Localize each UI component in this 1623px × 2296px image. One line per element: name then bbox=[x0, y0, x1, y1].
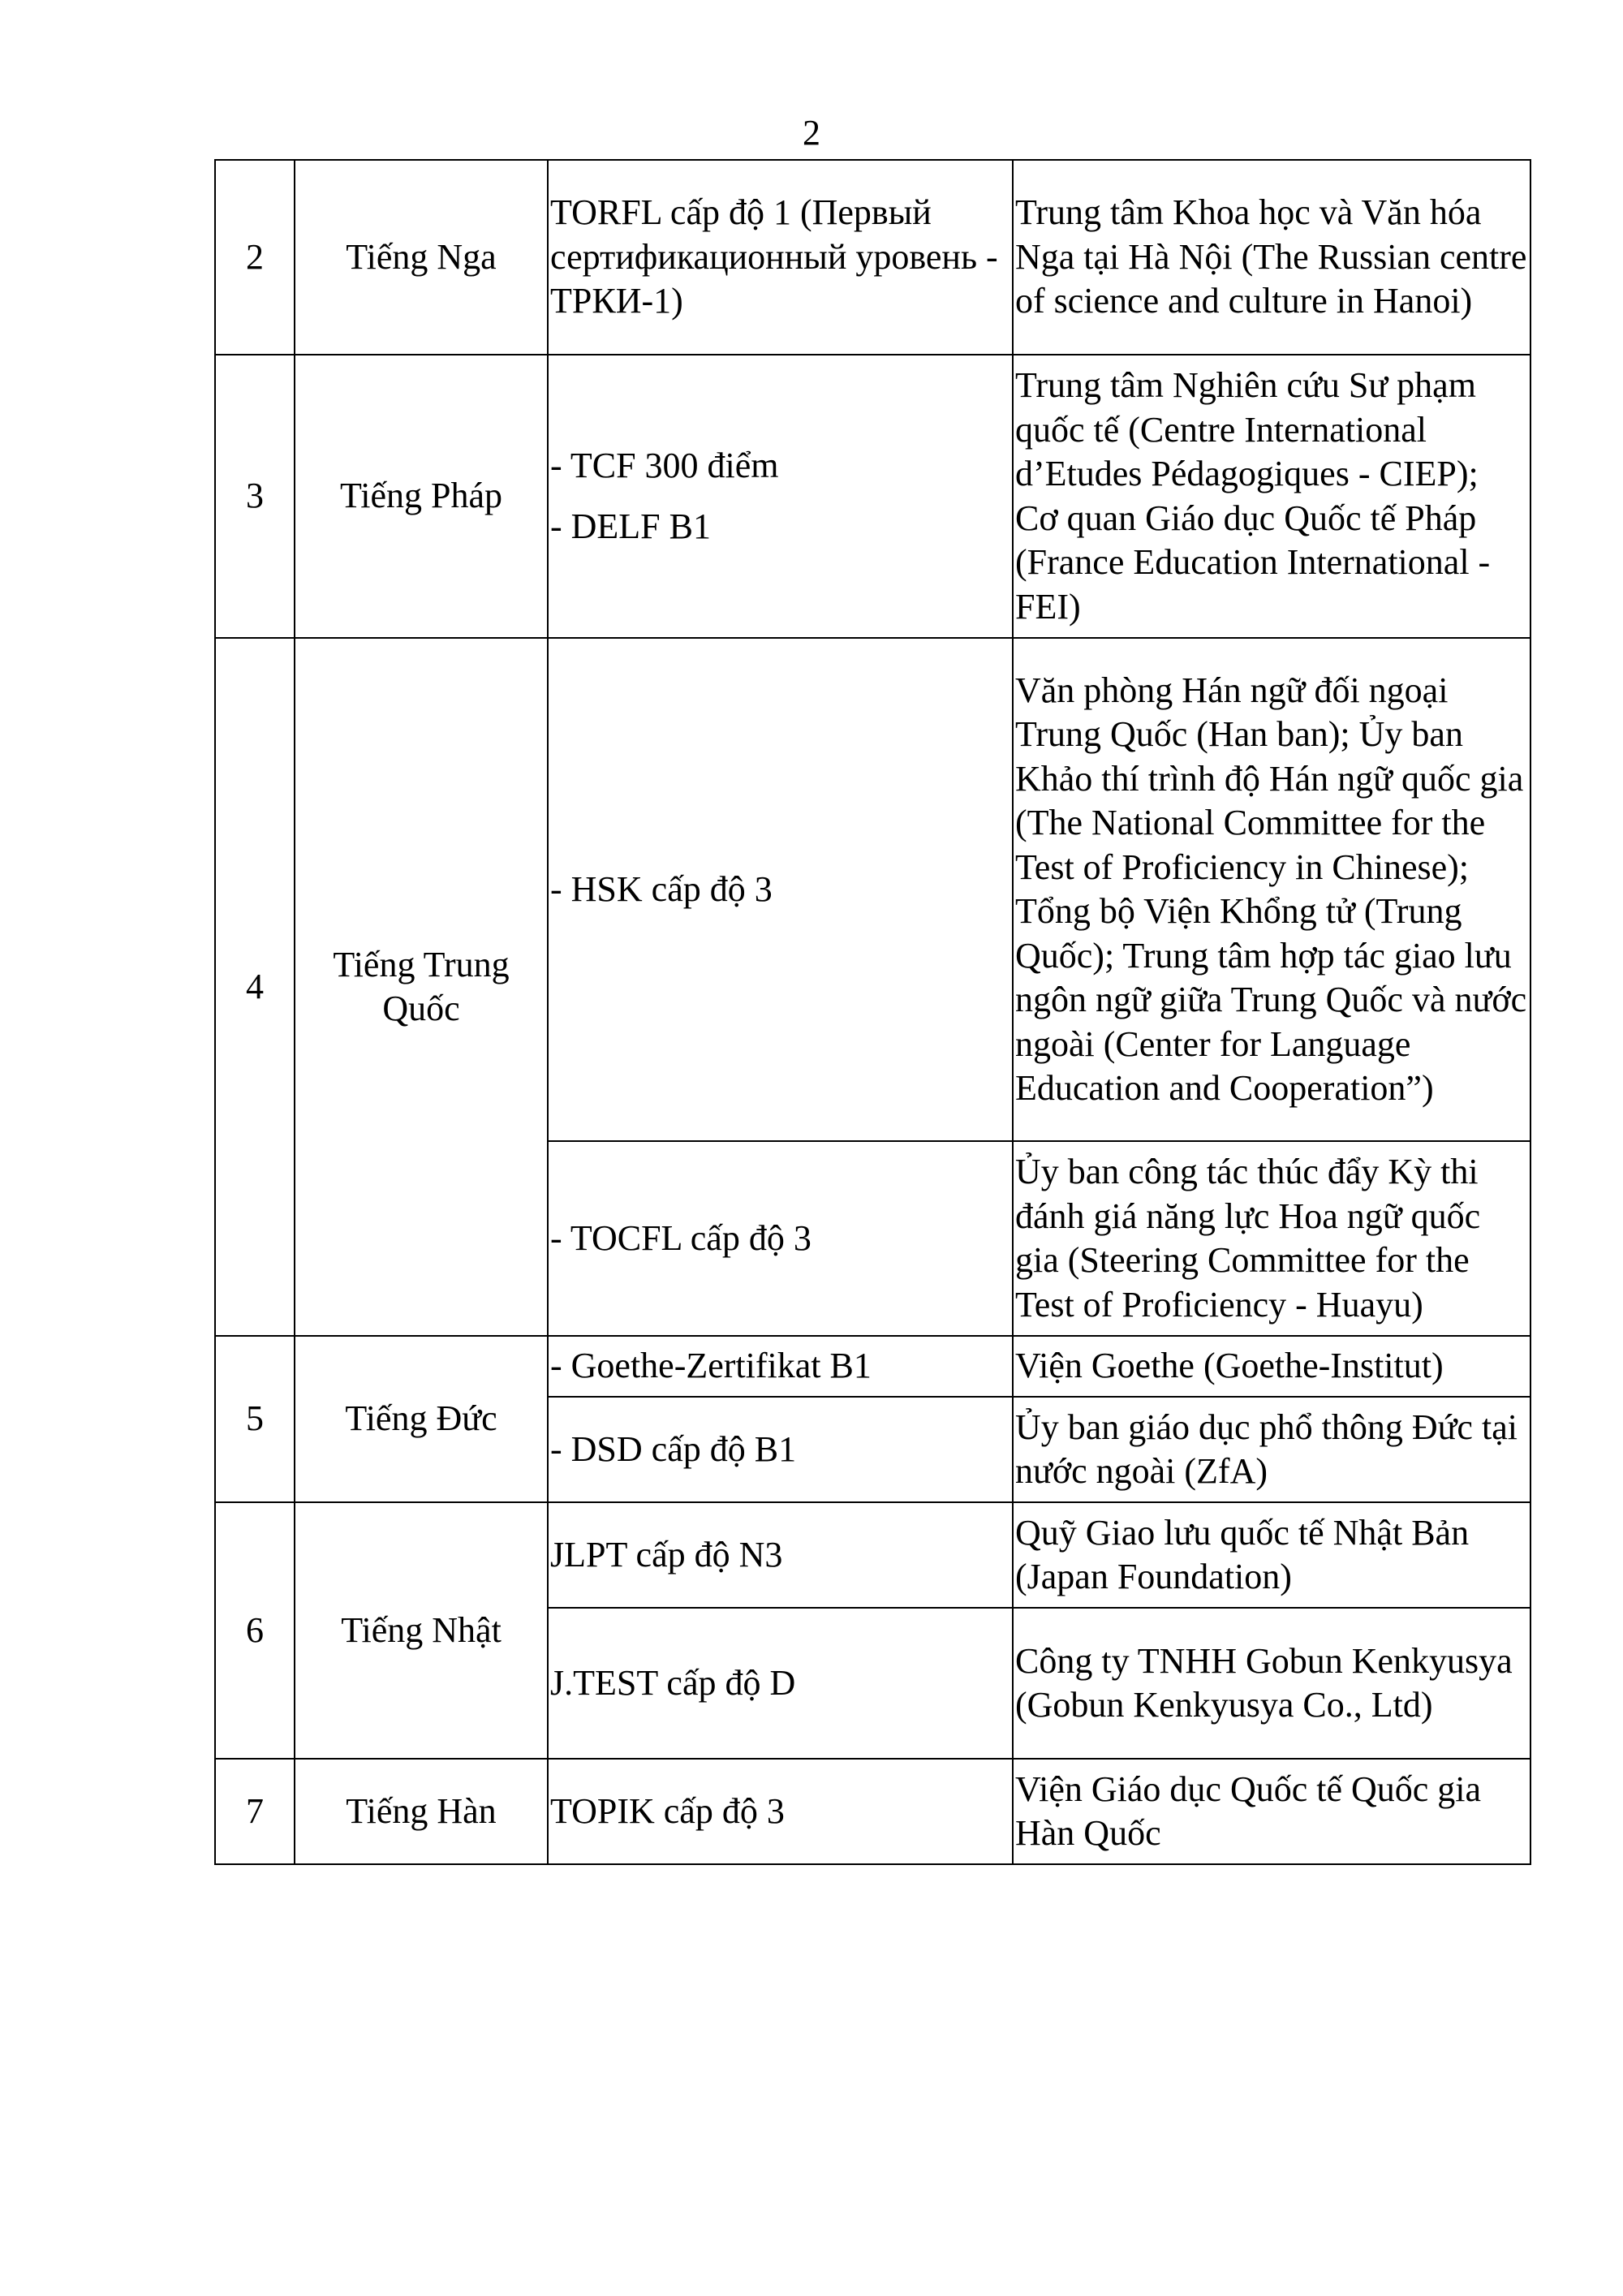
table-row-french bbox=[215, 355, 1530, 638]
certificate-cell: JLPT cấp độ N3 bbox=[548, 1502, 1013, 1608]
language-cell: Tiếng Đức bbox=[295, 1336, 548, 1502]
certificate-item: TORFL cấp độ 1 (Первый сертификационный уровень - ТРКИ-1) bbox=[550, 192, 998, 321]
table-row-german bbox=[215, 1336, 1530, 1397]
organization-cell: Trung tâm Khoa học và Văn hóa Nga tại Hà Nội (The Russian centre of science and culture in Hanoi) bbox=[1013, 160, 1530, 355]
organization-cell: Viện Goethe (Goethe-Institut) bbox=[1013, 1336, 1530, 1397]
certificate-cell: - HSK cấp độ 3 bbox=[548, 638, 1013, 1141]
organization-cell: Văn phòng Hán ngữ đối ngoại Trung Quốc (Han ban); Ủy ban Khảo thí trình độ Hán ngữ quốc gia (The National Committee for the Test of Proficiency in Chinese); Tổng bộ Viện Khổng tử (Trung Quốc); Trung tâm hợp tác giao lưu ngôn ngữ giữa Trung Quốc và nước ngoài (Center for Language Education and Cooperation”) bbox=[1013, 638, 1530, 1141]
table-row-japanese bbox=[215, 1502, 1530, 1608]
certificate-item: - TCF 300 điểm bbox=[550, 446, 779, 485]
language-cell: Tiếng Nga bbox=[295, 160, 548, 355]
certificate-item: TOPIK cấp độ 3 bbox=[550, 1790, 785, 1831]
certificate-cell bbox=[548, 160, 1013, 355]
certificate-cell: - DSD cấp độ B1 bbox=[548, 1397, 1013, 1502]
table-row-korean bbox=[215, 1759, 1530, 1864]
certificate-cell bbox=[548, 355, 1013, 638]
table-row-chinese bbox=[215, 638, 1530, 1141]
certificate-cell: J.TEST cấp độ D bbox=[548, 1608, 1013, 1759]
organization-cell: Viện Giáo dục Quốc tế Quốc gia Hàn Quốc bbox=[1013, 1759, 1530, 1864]
table-row-russian bbox=[215, 160, 1530, 355]
organization-cell: Quỹ Giao lưu quốc tế Nhật Bản (Japan Foundation) bbox=[1013, 1502, 1530, 1608]
row-number: 7 bbox=[215, 1759, 295, 1864]
row-number: 6 bbox=[215, 1502, 295, 1759]
language-cell: Tiếng Trung Quốc bbox=[295, 638, 548, 1336]
certificate-cell bbox=[548, 1759, 1013, 1864]
row-number: 5 bbox=[215, 1336, 295, 1502]
organization-cell: Công ty TNHH Gobun Kenkyusya (Gobun Kenkyusya Co., Ltd) bbox=[1013, 1608, 1530, 1759]
language-cell: Tiếng Nhật bbox=[295, 1502, 548, 1759]
certificate-cell: - TOCFL cấp độ 3 bbox=[548, 1141, 1013, 1336]
row-number: 2 bbox=[215, 160, 295, 355]
organization-cell: Ủy ban giáo dục phổ thông Đức tại nước ngoài (ZfA) bbox=[1013, 1397, 1530, 1502]
language-cell: Tiếng Hàn bbox=[295, 1759, 548, 1864]
row-number: 3 bbox=[215, 355, 295, 638]
row-number: 4 bbox=[215, 638, 295, 1336]
language-cell: Tiếng Pháp bbox=[295, 355, 548, 638]
page-number: 2 bbox=[803, 113, 820, 153]
organization-cell: Ủy ban công tác thúc đẩy Kỳ thi đánh giá năng lực Hoa ngữ quốc gia (Steering Committee for the Test of Proficiency - Huayu) bbox=[1013, 1141, 1530, 1336]
certificate-cell: - Goethe-Zertifikat B1 bbox=[548, 1336, 1013, 1397]
certificate-table bbox=[214, 159, 1531, 1865]
certificate-item: - DELF B1 bbox=[550, 506, 711, 546]
organization-cell: Trung tâm Nghiên cứu Sư phạm quốc tế (Centre International d’Etudes Pédagogiques - CIEP); Cơ quan Giáo dục Quốc tế Pháp (France Education International - FEI) bbox=[1013, 355, 1530, 638]
